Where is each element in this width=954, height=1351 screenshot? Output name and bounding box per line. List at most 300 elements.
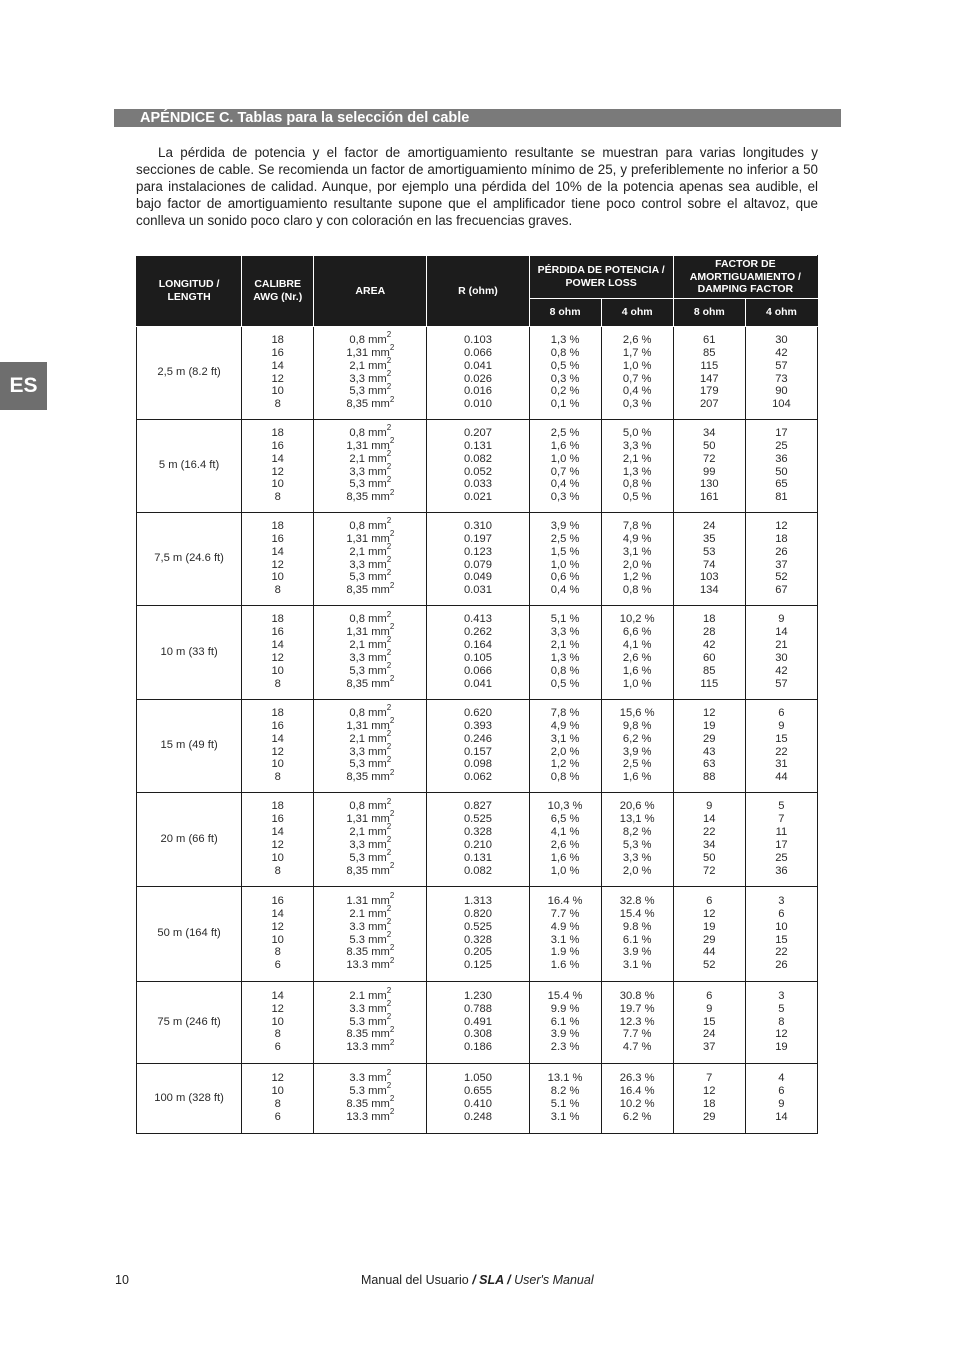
cell-value: 9 (706, 800, 713, 813)
percent-unit: % (641, 398, 652, 411)
cell-value: 0.031 (463, 584, 492, 597)
cell-value: 31 (775, 758, 788, 771)
area-unit: mm (368, 664, 387, 677)
cell-value: 3,3 (622, 439, 639, 452)
area-unit: mm (368, 426, 387, 439)
percent-unit: % (569, 771, 580, 784)
cell-value: 11 (775, 826, 788, 839)
cell-damping-4ohm (745, 886, 817, 981)
cell-value: 52 (775, 571, 788, 584)
percent-unit: % (644, 894, 655, 907)
percent-unit: % (569, 745, 580, 758)
area-unit-superscript: 2 (389, 1024, 395, 1034)
cell-line (532, 720, 599, 733)
cell-value: 1.050 (463, 1072, 492, 1085)
cell-value: 1,3 (550, 652, 567, 664)
cell-value: 1,0 (550, 864, 567, 877)
cell-value: 60 (703, 652, 716, 664)
area-unit-superscript: 2 (389, 1094, 395, 1104)
cell-line (604, 639, 671, 652)
cell-line (316, 903, 424, 921)
area-unit: mm (371, 584, 390, 597)
cell-line (604, 865, 671, 878)
cell-line (429, 1111, 526, 1124)
cell-value: 17 (775, 839, 788, 851)
cell-line (748, 865, 815, 878)
cell-value: 14 (271, 907, 284, 920)
cell-line (429, 453, 526, 466)
cell-line (532, 1111, 599, 1124)
cell-line (316, 929, 424, 947)
cell-damping-8ohm (673, 792, 745, 886)
cell-value: 37 (703, 1041, 716, 1054)
area-unit-superscript: 2 (386, 648, 392, 658)
cell-damping-4ohm (745, 419, 817, 512)
area-unit: mm (368, 1085, 387, 1098)
cell-line (244, 453, 311, 466)
cell-line (676, 839, 743, 852)
percent-unit: % (569, 571, 580, 584)
cell-line (429, 1085, 526, 1098)
cell-line (532, 584, 599, 597)
cell-value: 4,1 (622, 639, 639, 652)
cell-value: 8,35 (346, 398, 369, 411)
area-unit-superscript: 2 (386, 916, 392, 926)
cell-line (748, 440, 815, 453)
cell-line (676, 865, 743, 878)
cell-line (316, 622, 424, 639)
area-unit: mm (368, 706, 387, 719)
cell-gauge (242, 326, 314, 419)
cell-value: 57 (775, 677, 788, 690)
area-unit-superscript: 2 (389, 487, 395, 497)
cell-value: 2,1 (550, 639, 567, 652)
cell-line (244, 813, 311, 826)
cell-line (316, 1081, 424, 1098)
percent-unit: % (641, 826, 652, 839)
cell-line (676, 720, 743, 733)
cell-value: 0.205 (463, 946, 492, 959)
cell-area (314, 605, 427, 699)
cell-value: 5,3 (622, 839, 639, 851)
cell-line (676, 800, 743, 813)
cell-line (604, 398, 671, 411)
cell-value: 3 (778, 989, 785, 1002)
cell-line (604, 959, 671, 972)
cell-value: 7 (706, 1072, 713, 1085)
cell-line (676, 584, 743, 597)
cell-value: 13.3 (346, 1041, 369, 1054)
cell-value: 2,0 (622, 864, 639, 877)
cell-value: 7.7 (622, 1028, 639, 1041)
percent-unit: % (569, 826, 580, 839)
cell-value: 0.210 (463, 839, 492, 851)
cell-power-loss-8ohm (529, 326, 601, 419)
cell-line (244, 1072, 311, 1085)
cell-value: 14 (271, 359, 284, 372)
cell-value: 0.016 (463, 385, 492, 398)
cell-line (532, 613, 599, 626)
cell-line (532, 946, 599, 959)
area-unit-superscript: 2 (389, 435, 395, 445)
table-row (137, 605, 818, 699)
cell-line (676, 665, 743, 678)
cell-value: 0.525 (463, 920, 492, 933)
cell-line (604, 478, 671, 491)
cell-value: 12 (271, 1002, 284, 1015)
area-unit: mm (371, 398, 390, 411)
cell-value: 0.123 (463, 545, 492, 558)
cell-value: 1,0 (550, 452, 567, 465)
area-unit-superscript: 2 (386, 929, 392, 939)
cell-line (748, 908, 815, 921)
cell-value: 0.186 (463, 1041, 492, 1054)
area-unit: mm (368, 989, 387, 1002)
area-unit-superscript: 2 (389, 674, 395, 684)
cell-line (604, 373, 671, 386)
cell-line (532, 398, 599, 411)
percent-unit: % (641, 771, 652, 784)
cell-line (316, 955, 424, 972)
area-unit: mm (368, 558, 387, 571)
percent-unit: % (569, 851, 580, 864)
cell-line (244, 908, 311, 921)
area-unit: mm (368, 920, 387, 933)
cell-value: 50 (703, 439, 716, 452)
cell-line (748, 1028, 815, 1041)
percent-unit: % (641, 719, 652, 732)
cell-value: 0.620 (463, 706, 492, 719)
percent-unit: % (569, 359, 580, 372)
cell-line (604, 665, 671, 678)
cell-line (532, 1098, 599, 1111)
cell-line (429, 707, 526, 720)
cell-line (748, 758, 815, 771)
percent-unit: % (569, 1002, 580, 1015)
cell-line (316, 580, 424, 597)
cell-value: 8 (274, 1098, 281, 1110)
cell-value: 104 (772, 398, 791, 411)
cell-line (244, 398, 311, 411)
cell-value: 3,9 (550, 519, 567, 532)
percent-unit: % (641, 1041, 652, 1054)
cell-line (532, 1016, 599, 1029)
cell-line (604, 584, 671, 597)
percent-unit: % (641, 920, 652, 933)
cell-line (604, 678, 671, 691)
cell-value: 18 (271, 426, 284, 439)
cell-value: 5,3 (349, 758, 365, 771)
cell-resistance (427, 699, 529, 792)
cell-value: 13.3 (346, 959, 369, 972)
cell-value: 13,1 (619, 813, 642, 826)
cell-value: 72 (703, 864, 716, 877)
cell-line (748, 1041, 815, 1054)
cell-line (604, 746, 671, 759)
cell-line (429, 571, 526, 584)
cell-line (604, 491, 671, 504)
cell-line (748, 559, 815, 572)
percent-unit: % (569, 732, 580, 745)
cell-value: 18 (271, 800, 284, 813)
cell-value: 6 (778, 1085, 785, 1098)
area-unit-superscript: 2 (386, 848, 392, 858)
cell-line (429, 385, 526, 398)
cell-line (316, 567, 424, 584)
percent-unit: % (641, 851, 652, 864)
cell-value: 0,5 (550, 677, 567, 690)
area-unit: mm (371, 1098, 390, 1110)
area-unit: mm (368, 571, 387, 584)
percent-unit: % (641, 333, 652, 346)
cell-value: 0,8 (349, 519, 365, 532)
cell-line (244, 733, 311, 746)
percent-unit: % (569, 839, 580, 851)
area-unit: mm (368, 1002, 387, 1015)
cell-value: 0.131 (463, 439, 492, 452)
cell-line (429, 584, 526, 597)
cell-line (316, 1037, 424, 1054)
percent-unit: % (569, 333, 580, 346)
percent-unit: % (572, 800, 583, 813)
cell-line (532, 347, 599, 360)
cell-value: 3.3 (349, 1002, 365, 1015)
cell-value: 3,3 (550, 626, 567, 639)
cell-line (676, 546, 743, 559)
cell-value: 3.3 (349, 920, 365, 933)
cell-line (604, 895, 671, 908)
cell-value: 44 (703, 946, 716, 959)
cell-line (676, 1016, 743, 1029)
cell-line (244, 466, 311, 479)
cell-line (429, 639, 526, 652)
cell-value: 9.8 (622, 920, 639, 933)
percent-unit: % (569, 558, 580, 571)
area-unit-superscript: 2 (386, 754, 392, 764)
percent-unit: % (644, 1072, 655, 1085)
cell-value: 2.3 (550, 1041, 567, 1054)
cell-value: 1,6 (550, 851, 567, 864)
cell-value: 0.157 (463, 745, 492, 758)
cell-line (532, 385, 599, 398)
cell-value: 63 (703, 758, 716, 771)
cell-line (532, 813, 599, 826)
cell-line (748, 398, 815, 411)
cell-value: 12 (271, 839, 284, 851)
percent-unit: % (641, 933, 652, 946)
cell-line (676, 826, 743, 839)
cell-value: 0.248 (463, 1110, 492, 1123)
cell-line (244, 959, 311, 972)
cell-line (429, 533, 526, 546)
cell-length: 2,5 m (8.2 ft) (137, 326, 242, 419)
cell-line (316, 474, 424, 491)
cell-line (748, 707, 815, 720)
cell-value: 10 (271, 478, 284, 491)
cell-line (532, 707, 599, 720)
percent-unit: % (569, 398, 580, 411)
cell-value: 1,31 (346, 532, 369, 545)
cell-line (244, 1041, 311, 1054)
cell-value: 0.103 (463, 333, 492, 346)
cell-value: 10.2 (619, 1098, 642, 1110)
area-unit-superscript: 2 (386, 541, 392, 551)
cell-value: 0.164 (463, 639, 492, 652)
area-unit-superscript: 2 (386, 835, 392, 845)
cell-line (244, 639, 311, 652)
area-unit-superscript: 2 (389, 342, 395, 352)
cell-line (316, 541, 424, 559)
cell-line (676, 478, 743, 491)
cell-value: 1,7 (622, 346, 639, 359)
cell-line (748, 466, 815, 479)
cell-value: 30 (775, 652, 788, 664)
table-header (137, 256, 818, 327)
cell-line (676, 1041, 743, 1054)
cell-line (429, 733, 526, 746)
cell-value: 24 (703, 519, 716, 532)
cell-value: 1,31 (346, 813, 369, 826)
cell-line (244, 746, 311, 759)
cell-value: 0.052 (463, 465, 492, 478)
cell-line (244, 520, 311, 533)
cell-length: 20 m (66 ft) (137, 792, 242, 886)
cell-value: 103 (699, 571, 719, 584)
cell-line (748, 491, 815, 504)
percent-unit: % (569, 933, 580, 946)
cell-value: 16 (271, 813, 284, 826)
percent-unit: % (572, 989, 583, 1002)
cell-value: 0.491 (463, 1015, 492, 1028)
cell-line (604, 360, 671, 373)
area-unit-superscript: 2 (389, 1037, 395, 1047)
cell-value: 1,31 (346, 346, 369, 359)
area-unit-superscript: 2 (386, 567, 392, 577)
cell-value: 1,2 (622, 571, 639, 584)
cell-value: 0.082 (463, 452, 492, 465)
cell-line (604, 934, 671, 947)
cell-line (316, 809, 424, 826)
cell-line (676, 491, 743, 504)
cell-value: 29 (703, 933, 716, 946)
cell-value: 1.31 (346, 894, 369, 907)
cell-value: 3.1 (550, 933, 567, 946)
cell-value: 16 (271, 626, 284, 639)
area-unit: mm (368, 1015, 387, 1028)
cell-length: 7,5 m (24.6 ft) (137, 512, 242, 605)
cell-line (244, 826, 311, 839)
cell-value: 12 (703, 1085, 716, 1098)
header-gauge: CALIBRE AWG (Nr.) (242, 256, 314, 327)
cell-power-loss-8ohm (529, 792, 601, 886)
area-unit: mm (371, 532, 390, 545)
percent-unit: % (644, 1015, 655, 1028)
cell-value: 22 (703, 826, 716, 839)
cell-value: 29 (703, 1110, 716, 1123)
cell-line (748, 839, 815, 852)
cell-value: 0,7 (550, 465, 567, 478)
cell-value: 8,35 (346, 771, 369, 784)
percent-unit: % (641, 452, 652, 465)
cell-line (676, 733, 743, 746)
cell-line (676, 895, 743, 908)
cell-line (316, 661, 424, 678)
header-damping-8ohm: 8 ohm (673, 298, 745, 326)
percent-unit: % (569, 719, 580, 732)
cell-value: 1,2 (550, 758, 567, 771)
cell-value: 0,8 (349, 800, 365, 813)
cell-power-loss-8ohm (529, 699, 601, 792)
cell-value: 14 (775, 626, 788, 639)
percent-unit: % (569, 959, 580, 972)
cell-line (316, 861, 424, 878)
area-unit: mm (371, 946, 390, 959)
cell-value: 0,6 (550, 571, 567, 584)
area-unit: mm (368, 372, 387, 385)
cell-line (244, 652, 311, 665)
cell-line (316, 635, 424, 652)
cell-value: 147 (699, 372, 719, 385)
cell-line (316, 703, 424, 720)
cell-value: 18 (271, 333, 284, 346)
cell-value: 1.6 (550, 959, 567, 972)
cell-line (676, 813, 743, 826)
cell-line (676, 453, 743, 466)
cell-value: 0.010 (463, 398, 492, 411)
cell-line (532, 626, 599, 639)
cell-value: 42 (703, 639, 716, 652)
area-unit: mm (368, 745, 387, 758)
cell-length: 100 m (328 ft) (137, 1063, 242, 1133)
cell-line (532, 373, 599, 386)
area-unit: mm (368, 545, 387, 558)
area-unit-superscript: 2 (386, 741, 392, 751)
cell-power-loss-8ohm (529, 1063, 601, 1133)
area-unit-superscript: 2 (386, 330, 392, 340)
area-unit-superscript: 2 (386, 381, 392, 391)
cell-value: 6,2 (622, 732, 639, 745)
percent-unit: % (641, 959, 652, 972)
cell-value: 0,3 (622, 398, 639, 411)
cell-line (748, 1098, 815, 1111)
percent-unit: % (641, 864, 652, 877)
cell-line (748, 584, 815, 597)
cell-line (244, 720, 311, 733)
cell-line (676, 533, 743, 546)
cell-damping-4ohm (745, 512, 817, 605)
area-unit: mm (368, 333, 387, 346)
area-unit-superscript: 2 (389, 955, 395, 965)
cell-value: 12 (775, 1028, 788, 1041)
cell-resistance (427, 981, 529, 1063)
cell-value: 32.8 (619, 894, 642, 907)
cell-line (244, 934, 311, 947)
cell-value: 5,3 (349, 571, 365, 584)
cell-line (676, 652, 743, 665)
cell-line (748, 746, 815, 759)
area-unit: mm (371, 959, 390, 972)
cell-line (532, 758, 599, 771)
cell-value: 4.9 (550, 920, 567, 933)
cell-value: 2,1 (622, 452, 639, 465)
cell-power-loss-4ohm (601, 1063, 673, 1133)
area-unit: mm (368, 639, 387, 652)
cell-value: 19.7 (619, 1002, 642, 1015)
cell-value: 44 (775, 771, 788, 784)
cell-line (244, 491, 311, 504)
cell-power-loss-4ohm (601, 792, 673, 886)
cell-line (244, 800, 311, 813)
